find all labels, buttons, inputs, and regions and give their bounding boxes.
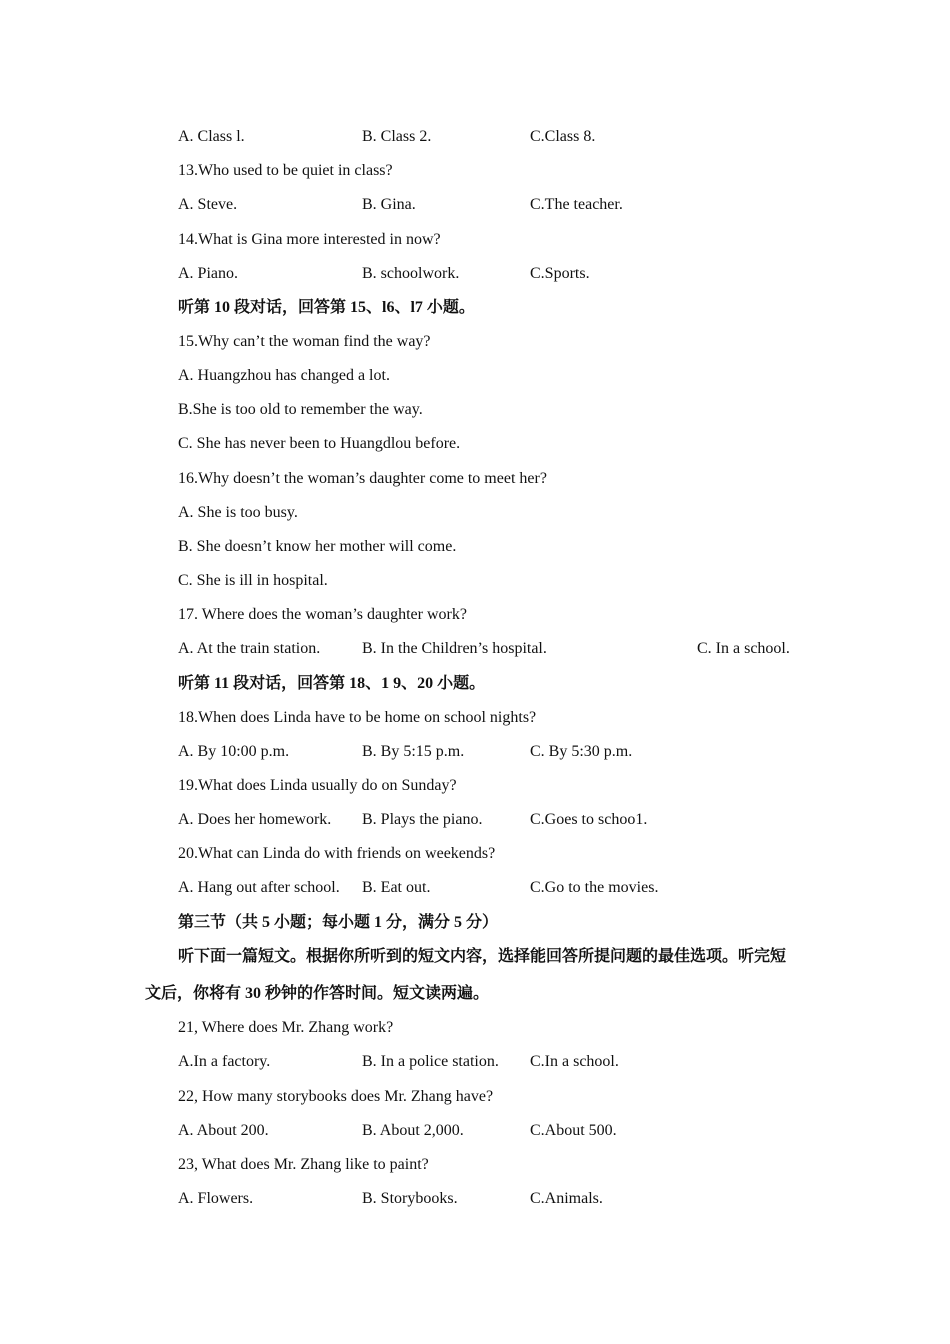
q18-option-a: A. By 10:00 p.m. — [178, 743, 290, 760]
q22-option-c: C.About 500. — [530, 1122, 617, 1139]
q14-option-b: B. schoolwork. — [362, 265, 460, 282]
q12-option-b: B. Class 2. — [362, 128, 432, 145]
q19-option-b: B. Plays the piano. — [362, 811, 483, 828]
q20-question: 20.What can Linda do with friends on weekends? — [178, 845, 496, 862]
q14-option-a: A. Piano. — [178, 265, 238, 282]
q17-option-a: A. At the train station. — [178, 640, 321, 657]
q21-option-b: B. In a police station. — [362, 1053, 499, 1070]
q23-question: 23, What does Mr. Zhang like to paint? — [178, 1156, 429, 1173]
section10-heading: 听第 10 段对话，回答第 15、l6、l7 小题。 — [178, 299, 475, 316]
q16-option-c: C. She is ill in hospital. — [178, 572, 328, 589]
q18-option-c: C. By 5:30 p.m. — [530, 743, 633, 760]
q17-question: 17. Where does the woman’s daughter work? — [178, 606, 467, 623]
part3-heading: 第三节（共 5 小题；每小题 1 分，满分 5 分） — [178, 914, 499, 931]
q22-option-a: A. About 200. — [178, 1122, 269, 1139]
q14-option-c: C.Sports. — [530, 265, 590, 282]
part3-instruction-line2: 文后，你将有 30 秒钟的作答时间。短文读两遍。 — [145, 985, 490, 1002]
q16-option-a: A. She is too busy. — [178, 504, 298, 521]
q23-option-c: C.Animals. — [530, 1190, 603, 1207]
q23-option-b: B. Storybooks. — [362, 1190, 458, 1207]
q12-option-a: A. Class l. — [178, 128, 245, 145]
q13-option-a: A. Steve. — [178, 196, 238, 213]
q21-question: 21, Where does Mr. Zhang work? — [178, 1019, 394, 1036]
q22-option-b: B. About 2,000. — [362, 1122, 464, 1139]
q13-option-c: C.The teacher. — [530, 196, 623, 213]
q20-option-b: B. Eat out. — [362, 879, 431, 896]
q17-option-c: C. In a school. — [697, 640, 790, 657]
q13-question: 13.Who used to be quiet in class? — [178, 162, 393, 179]
q16-option-b: B. She doesn’t know her mother will come. — [178, 538, 457, 555]
q19-option-a: A. Does her homework. — [178, 811, 332, 828]
q14-question: 14.What is Gina more interested in now? — [178, 231, 441, 248]
q21-option-c: C.In a school. — [530, 1053, 619, 1070]
q19-question: 19.What does Linda usually do on Sunday? — [178, 777, 457, 794]
q17-option-b: B. In the Children’s hospital. — [362, 640, 547, 657]
part3-instruction-line1: 听下面一篇短文。根据你所听到的短文内容，选择能回答所提问题的最佳选项。听完短 — [178, 948, 787, 965]
q15-option-c: C. She has never been to Huangdlou before. — [178, 435, 461, 452]
q13-option-b: B. Gina. — [362, 196, 416, 213]
q20-option-a: A. Hang out after school. — [178, 879, 340, 896]
q23-option-a: A. Flowers. — [178, 1190, 254, 1207]
q16-question: 16.Why doesn’t the woman’s daughter come to meet her? — [178, 470, 547, 487]
q21-option-a: A.In a factory. — [178, 1053, 271, 1070]
q15-option-a: A. Huangzhou has changed a lot. — [178, 367, 390, 384]
q19-option-c: C.Goes to schoo1. — [530, 811, 648, 828]
q12-option-c: C.Class 8. — [530, 128, 596, 145]
q15-question: 15.Why can’t the woman find the way? — [178, 333, 431, 350]
section11-heading: 听第 11 段对话，回答第 18、1 9、20 小题。 — [178, 675, 486, 692]
q20-option-c: C.Go to the movies. — [530, 879, 659, 896]
q22-question: 22, How many storybooks does Mr. Zhang have? — [178, 1088, 494, 1105]
q18-option-b: B. By 5:15 p.m. — [362, 743, 465, 760]
q15-option-b: B.She is too old to remember the way. — [178, 401, 423, 418]
q18-question: 18.When does Linda have to be home on school nights? — [178, 709, 537, 726]
